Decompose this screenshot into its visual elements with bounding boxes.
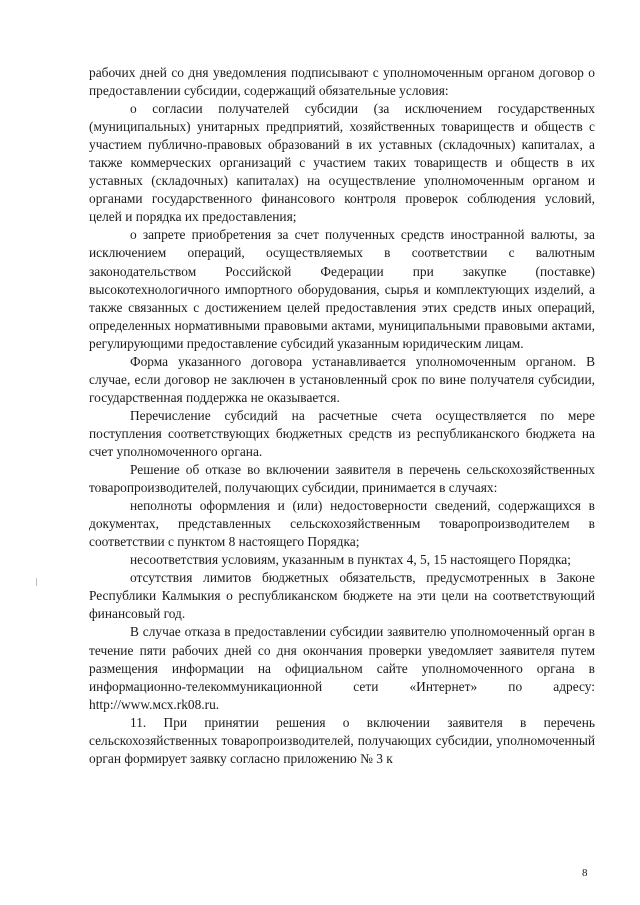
- paragraph-currency-ban: о запрете приобретения за счет полученных средств иностранной валюты, за исключением операций, осуществляемых в соответствии с валютным законодательством Российской Федерации при закупке (поставке) высокотехнологичного импортного оборудования, сырья и комплектующих изделий, а также связанных с достижением целей предоставления этих средств иных операций, определенных нормативными правовыми актами, муниципальными правовыми актами, регулирующими предоставление субсидий указанным юридическим лицам.: [89, 227, 595, 351]
- page-number: 8: [582, 867, 588, 879]
- paragraph-section-11: 11. При принятии решения о включении заявителя в перечень сельскохозяйственных товаропроизводителей, получающих субсидии, уполномоченный орган формирует заявку согласно приложению № 3 к: [89, 714, 595, 766]
- paragraph-no-limits: отсутствия лимитов бюджетных обязательств, предусмотренных в Законе Республики Калмыкия о республиканском бюджете на эти цели на соответствующий финансовый год.: [89, 570, 595, 622]
- paragraph-consent-condition: о согласии получателей субсидии (за исключением государственных (муниципальных) унитарных предприятий, хозяйственных товариществ и обществ с участием публично-правовых образований в их уставных (складочных) капиталах, а также коммерческих организаций с участием таких товариществ и обществ в их уставных (складочных) капиталах) на осуществление уполномоченным органом и органами государственного финансового контроля проверок соблюдения условий, целей и порядка их предоставления;: [89, 101, 595, 225]
- paragraph-incompleteness: неполноты оформления и (или) недостоверности сведений, содержащихся в документах, представленных сельскохозяйственным товаропроизводителем в соответствии с пунктом 8 настоящего Порядка;: [89, 498, 595, 550]
- paragraph-refusal-notice: В случае отказа в предоставлении субсидии заявителю уполномоченный орган в течение пяти рабочих дней со дня окончания проверки уведомляет заявителя путем размещения информации на официальном сайте уполномоченного органа в информационно-телекоммуникационной сети «Интернет» по адресу: http://www.мсх.rk08.ru.: [89, 624, 595, 712]
- paragraph-agreement-form: Форма указанного договора устанавливается уполномоченным органом. В случае, если договор не заключен в установленный срок по вине получателя субсидии, государственная поддержка не оказывается.: [89, 353, 595, 405]
- paragraph-agreement-intro: рабочих дней со дня уведомления подписывают с уполномоченным органом договор о предоставлении субсидии, содержащий обязательные условия:: [89, 65, 595, 99]
- document-body: [89, 64, 595, 768]
- paragraph-nonconformity: несоответствия условиям, указанным в пунктах 4, 5, 15 настоящего Порядка;: [130, 552, 571, 568]
- margin-mark: [36, 578, 37, 586]
- paragraph-transfer: Перечисление субсидий на расчетные счета осуществляется по мере поступления соответствующих бюджетных средств из республиканского бюджета на счет уполномоченного органа.: [89, 407, 595, 459]
- paragraph-refusal-decision: Решение об отказе во включении заявителя в перечень сельскохозяйственных товаропроизводителей, получающих субсидии, принимается в случаях:: [89, 462, 595, 496]
